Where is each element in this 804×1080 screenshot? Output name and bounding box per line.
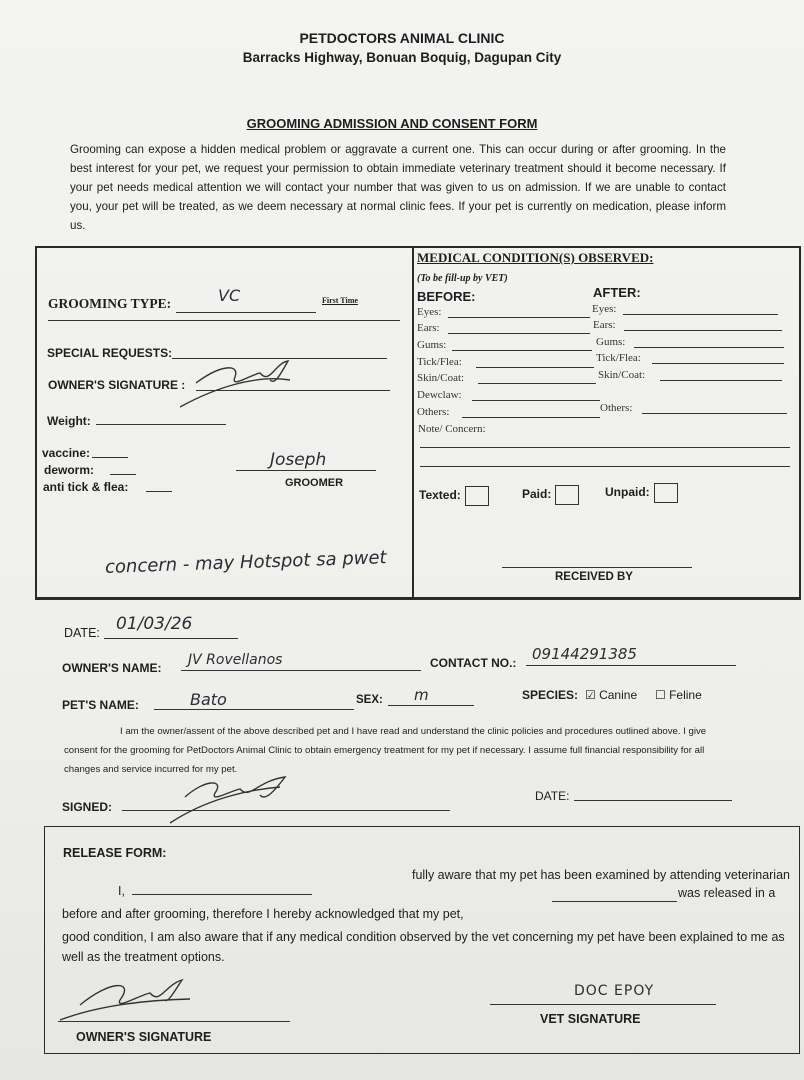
after-ears-label: Ears: bbox=[593, 319, 616, 331]
species-feline-label: Feline bbox=[669, 688, 702, 702]
unpaid-checkbox[interactable] bbox=[605, 483, 678, 503]
owner-signature-scribble bbox=[180, 355, 300, 415]
owner-name-label: OWNER'S NAME: bbox=[62, 661, 162, 675]
unpaid-box[interactable] bbox=[654, 483, 678, 503]
before-eyes-field[interactable] bbox=[448, 317, 590, 318]
grooming-type-value: VC bbox=[218, 286, 241, 305]
texted-box[interactable] bbox=[465, 486, 489, 506]
release-text-3: before and after grooming, therefore I hereby acknowledged that my pet, bbox=[62, 907, 464, 921]
contact-field[interactable] bbox=[526, 665, 736, 666]
owner-name-field[interactable] bbox=[181, 670, 421, 671]
intro-paragraph: Grooming can expose a hidden medical problem or aggravate a current one. This can occur during or after grooming. In the best interest for your pet, we request your permission to obtain immediate veterinary treatment should it become necessary. If your pet needs medical attention we will contact your number that was given to us on admission. If we are unable to contact you, your pet will be treated, as we deem necessary at normal clinic fees. If your pet is currently on medication, please inform us. bbox=[70, 143, 726, 232]
after-others-field[interactable] bbox=[642, 413, 787, 414]
medical-title: MEDICAL CONDITION(S) OBSERVED: bbox=[417, 250, 654, 265]
pet-name-value: Bato bbox=[190, 690, 227, 709]
unpaid-label: Unpaid: bbox=[605, 485, 650, 500]
species-feline-option[interactable]: ☐ Feline bbox=[655, 688, 702, 702]
weight-label: Weight: bbox=[47, 414, 91, 428]
date-value: 01/03/26 bbox=[116, 614, 193, 634]
release-i: I, bbox=[118, 884, 125, 898]
after-eyes-label: Eyes: bbox=[592, 303, 617, 315]
after-ears-field[interactable] bbox=[624, 330, 782, 331]
species-label: SPECIES: bbox=[522, 688, 579, 702]
first-time-label: First Time bbox=[322, 296, 358, 305]
date2-label: DATE: bbox=[535, 789, 570, 803]
before-ears-field[interactable] bbox=[448, 333, 590, 334]
after-tick-flea-field[interactable] bbox=[652, 363, 784, 364]
medical-subtitle: (To be fill-up by VET) bbox=[417, 273, 508, 284]
texted-checkbox[interactable] bbox=[419, 486, 489, 506]
date-field[interactable] bbox=[104, 638, 238, 639]
before-ears-label: Ears: bbox=[417, 322, 440, 334]
signed-label: SIGNED: bbox=[62, 800, 113, 814]
groomer-field[interactable] bbox=[236, 470, 376, 471]
note-line-1[interactable] bbox=[420, 447, 790, 448]
after-tick-flea-label: Tick/Flea: bbox=[596, 352, 641, 364]
release-owner-name-field[interactable] bbox=[132, 894, 312, 895]
grooming-type-field[interactable] bbox=[176, 312, 316, 313]
box-divider bbox=[412, 246, 414, 598]
contact-value: 09144291385 bbox=[532, 645, 637, 663]
release-text-4: was released in a bbox=[678, 886, 776, 900]
before-skin-coat-label: Skin/Coat: bbox=[417, 372, 465, 384]
after-eyes-field[interactable] bbox=[623, 314, 778, 315]
paid-box[interactable] bbox=[555, 485, 579, 505]
weight-field[interactable] bbox=[96, 424, 226, 425]
date2-field[interactable] bbox=[574, 800, 732, 801]
clinic-name: PETDOCTORS ANIMAL CLINIC bbox=[299, 30, 505, 46]
release-text-5: good condition, I am also aware that if any medical condition observed by the vet concerning my pet have been explained to me as well as the treatment options. bbox=[62, 930, 785, 964]
release-text-2: fully aware that my pet has been examined by attending veterinarian bbox=[411, 868, 790, 882]
after-skin-coat-field[interactable] bbox=[660, 380, 782, 381]
sex-value: m bbox=[414, 686, 429, 704]
vaccine-label: vaccine: bbox=[42, 446, 91, 460]
sex-label: SEX: bbox=[356, 694, 383, 706]
before-gums-label: Gums: bbox=[417, 339, 447, 351]
vet-signature-label: VET SIGNATURE bbox=[540, 1012, 641, 1026]
received-by-label: RECEIVED BY bbox=[555, 571, 633, 583]
concern-note: concern - may Hotspot sa pwet bbox=[104, 547, 387, 578]
vaccine-field[interactable] bbox=[92, 457, 128, 458]
after-label: AFTER: bbox=[593, 285, 641, 300]
paid-checkbox[interactable] bbox=[522, 485, 579, 505]
groomer-value: Joseph bbox=[270, 450, 327, 470]
release-owner-signature-field[interactable] bbox=[58, 1021, 290, 1022]
after-gums-field[interactable] bbox=[634, 347, 784, 348]
before-dewclaw-field[interactable] bbox=[472, 400, 600, 401]
before-tick-flea-field[interactable] bbox=[476, 367, 594, 368]
consent-text: I am the owner/assent of the above described pet and I have read and understand the clinic policies and procedures outlined above. I give consent for the grooming for PetDoctors Animal Clinic to obtain emergency treatment for my pet if necessary. I assume full financial responsibility for all changes and service incurred for my pet. bbox=[64, 726, 707, 775]
note-line-2[interactable] bbox=[420, 466, 790, 467]
owner-signature-label: OWNER'S SIGNATURE : bbox=[48, 378, 186, 392]
contact-label: CONTACT NO.: bbox=[430, 656, 517, 670]
before-dewclaw-label: Dewclaw: bbox=[417, 389, 462, 401]
paid-label: Paid: bbox=[522, 487, 552, 502]
received-by-field[interactable] bbox=[502, 567, 692, 568]
before-gums-field[interactable] bbox=[452, 350, 592, 351]
signed-signature-scribble bbox=[165, 775, 295, 825]
pet-name-label: PET'S NAME: bbox=[62, 698, 139, 712]
groomer-label: GROOMER bbox=[285, 477, 344, 489]
deworm-field[interactable] bbox=[110, 474, 136, 475]
before-others-field[interactable] bbox=[462, 417, 600, 418]
sex-field[interactable] bbox=[388, 705, 474, 706]
deworm-label: deworm: bbox=[44, 463, 95, 477]
release-owner-signature-scribble bbox=[60, 975, 200, 1025]
before-others-label: Others: bbox=[417, 406, 450, 418]
anti-tick-flea-field[interactable] bbox=[146, 491, 172, 492]
after-gums-label: Gums: bbox=[596, 336, 626, 348]
grooming-type-label: GROOMING TYPE: bbox=[48, 296, 172, 311]
vet-signature-value: DOC EPOY bbox=[574, 983, 655, 999]
texted-label: Texted: bbox=[419, 488, 461, 503]
release-pet-name-field[interactable] bbox=[552, 901, 677, 902]
before-skin-coat-field[interactable] bbox=[478, 383, 596, 384]
pet-name-field[interactable] bbox=[154, 709, 354, 710]
form-title: GROOMING ADMISSION AND CONSENT FORM bbox=[246, 116, 538, 131]
before-eyes-label: Eyes: bbox=[417, 306, 442, 318]
grooming-extra-line bbox=[48, 320, 400, 321]
species-canine-option[interactable]: ☑ Canine bbox=[585, 688, 638, 702]
anti-tick-flea-label: anti tick & flea: bbox=[43, 480, 129, 494]
release-title: RELEASE FORM: bbox=[63, 846, 167, 860]
before-label: BEFORE: bbox=[417, 289, 476, 304]
special-requests-label: SPECIAL REQUESTS: bbox=[47, 346, 173, 360]
after-others-label: Others: bbox=[600, 402, 633, 414]
after-skin-coat-label: Skin/Coat: bbox=[598, 369, 646, 381]
before-tick-flea-label: Tick/Flea: bbox=[417, 356, 462, 368]
species-canine-label: Canine bbox=[599, 688, 638, 702]
note-concern-label: Note/ Concern: bbox=[418, 423, 486, 435]
release-owner-signature-label: OWNER'S SIGNATURE bbox=[76, 1030, 212, 1044]
vet-signature-field[interactable] bbox=[490, 1004, 716, 1005]
date-label: DATE: bbox=[64, 626, 100, 640]
owner-name-value: JV Rovellanos bbox=[188, 652, 283, 668]
clinic-address: Barracks Highway, Bonuan Boquig, Dagupan City bbox=[242, 50, 562, 65]
